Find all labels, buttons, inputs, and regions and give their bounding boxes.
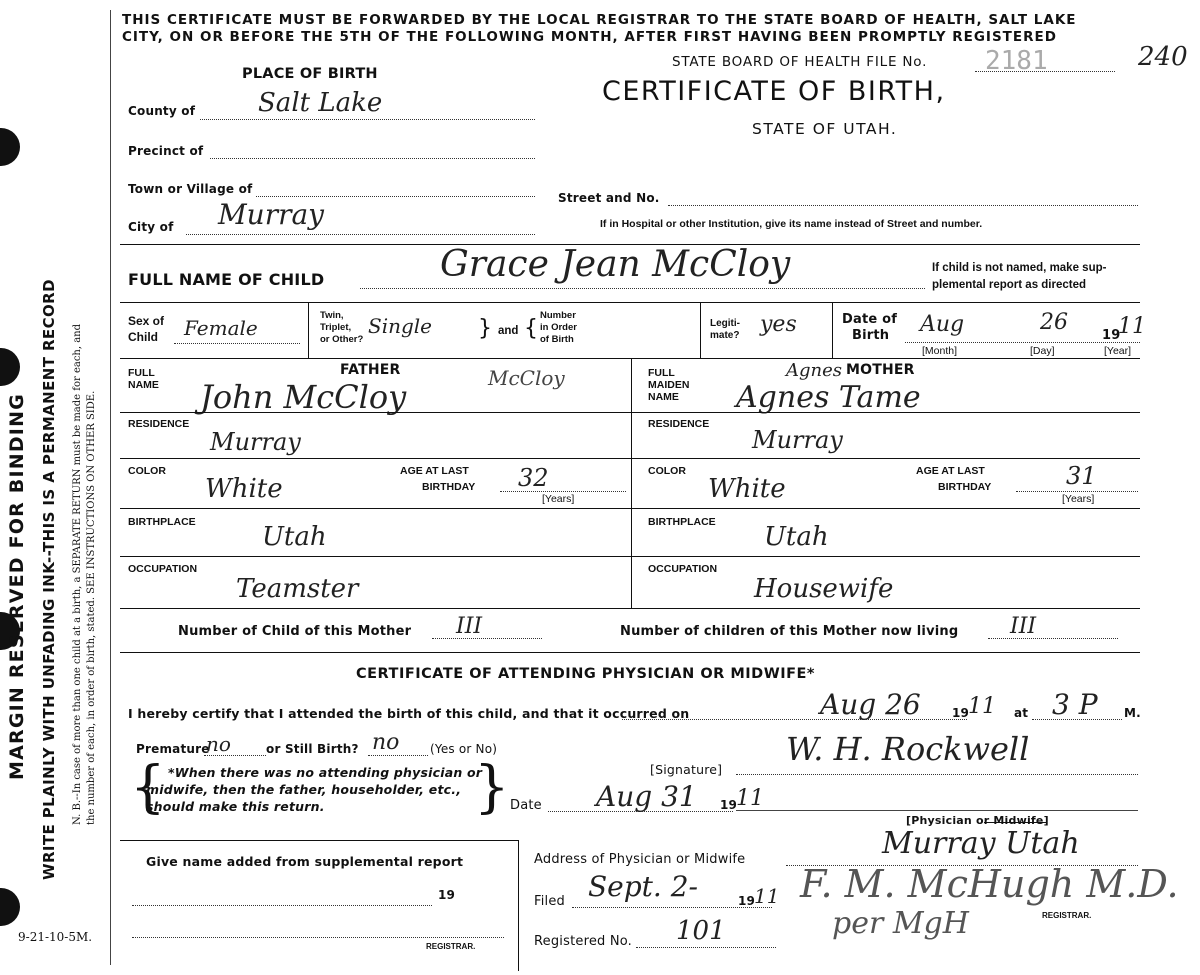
father-occupation-value: Teamster: [236, 574, 359, 604]
physician-heading: CERTIFICATE OF ATTENDING PHYSICIAN OR MIDWIFE*: [356, 666, 815, 682]
certify-text: I hereby certify that I attended the birth of this child, and that it occurred on: [128, 706, 690, 721]
occurred-year-prefix: 19: [952, 706, 970, 720]
mother-color-label: COLOR: [648, 465, 686, 477]
occurred-year: 11: [968, 694, 996, 719]
registrar-per: per MgH: [832, 906, 969, 941]
order-label: Number: [540, 310, 576, 321]
physician-midwife-label: [Physician or Midwife]: [906, 814, 1049, 827]
order-label: of Birth: [540, 334, 574, 345]
dob-label: Birth: [852, 328, 890, 343]
page-number: 240: [1138, 42, 1188, 72]
row-line: [120, 412, 631, 413]
still-birth-line: [368, 755, 428, 756]
mother-age-value: 31: [1066, 462, 1097, 490]
binding-hole: [0, 128, 20, 166]
row-line: [631, 458, 1140, 459]
row-line: [631, 412, 1140, 413]
child-name-value: Grace Jean McCloy: [440, 244, 791, 285]
row-line: [120, 508, 631, 509]
supplemental-registrar-line: [132, 937, 504, 938]
address-label: Address of Physician or Midwife: [534, 852, 746, 867]
nb-note: the number of each, in order of birth, stated. SEE INSTRUCTIONS ON OTHER SIDE.: [86, 390, 97, 825]
not-named-note: If child is not named, make sup-: [932, 262, 1107, 274]
filed-year-prefix: 19: [738, 894, 756, 908]
street-line: [668, 205, 1138, 206]
father-residence-value: Murray: [210, 428, 301, 456]
registrar-signature: F. M. McHugh M.D.: [800, 862, 1179, 906]
binding-hole: [0, 888, 20, 926]
city-label: City of: [128, 220, 174, 234]
date-value: Aug 31: [596, 780, 697, 813]
mother-name-label: FULL: [648, 367, 675, 379]
legitimate-label: Legiti-: [710, 318, 740, 329]
cell-divider: [700, 302, 701, 358]
nb-note: N. B.--In case of more than one child at a birth, a SEPARATE RETURN must be made for each, and: [72, 323, 83, 825]
precinct-line: [210, 158, 535, 159]
cell-divider: [308, 302, 309, 358]
row-line: [631, 508, 1140, 509]
forwarding-notice: CITY, ON OR BEFORE THE 5TH OF THE FOLLOWING MONTH, AFTER FIRST HAVING BEEN PROMPTLY REGISTERED: [122, 29, 1057, 45]
at-label: at: [1014, 706, 1029, 720]
child-name-label: FULL NAME OF CHILD: [128, 270, 325, 289]
living-label: Number of children of this Mother now living: [620, 624, 959, 639]
address-value: Murray Utah: [882, 826, 1080, 861]
child-number-line: [432, 638, 542, 639]
m-label: M.: [1124, 706, 1141, 720]
year-label: [Year]: [1104, 345, 1132, 357]
certificate-subtitle: STATE OF UTAH.: [752, 120, 898, 138]
father-name-label: FULL: [128, 367, 155, 379]
cell-divider: [832, 302, 833, 358]
supplemental-year: 19: [438, 888, 456, 902]
signature-value: W. H. Rockwell: [786, 730, 1030, 768]
date-year-prefix: 19: [720, 798, 738, 812]
twin-label: Twin,: [320, 310, 344, 321]
father-age-label: AGE AT LAST: [400, 465, 469, 477]
section-divider: [120, 302, 1140, 303]
sex-label: Child: [128, 330, 158, 344]
father-color-value: White: [205, 474, 283, 504]
signature-label: [Signature]: [650, 762, 723, 777]
note-brace-right: }: [474, 755, 510, 820]
mother-heading: MOTHER: [846, 362, 915, 378]
mother-birthplace-label: BIRTHPLACE: [648, 516, 716, 528]
row-line: [631, 556, 1140, 557]
still-birth-value: no: [372, 730, 400, 755]
dob-month: Aug: [920, 312, 965, 337]
city-line: [186, 234, 535, 235]
note-line: should make this return.: [146, 799, 325, 814]
sex-value: Female: [184, 316, 258, 340]
father-color-label: COLOR: [128, 465, 166, 477]
child-number-label: Number of Child of this Mother: [178, 624, 412, 639]
town-line: [256, 196, 535, 197]
mother-age-label: AGE AT LAST: [916, 465, 985, 477]
legitimate-label: mate?: [710, 330, 740, 341]
parents-divider: [631, 358, 632, 608]
premature-value: no: [206, 732, 231, 756]
binding-notice: MARGIN RESERVED FOR BINDING: [6, 393, 28, 780]
filing-registrar-label: REGISTRAR.: [1042, 911, 1092, 920]
section-divider: [120, 652, 1140, 653]
sex-line: [174, 343, 300, 344]
mother-name-label: MAIDEN: [648, 379, 690, 391]
note-line: midwife, then the father, householder, etc.,: [146, 782, 462, 797]
and-label: and: [498, 325, 519, 337]
forwarding-notice: THIS CERTIFICATE MUST BE FORWARDED BY THE LOCAL REGISTRAR TO THE STATE BOARD OF HEALTH, SALT LAKE: [122, 12, 1077, 28]
date-label: Date: [510, 798, 542, 813]
file-no-line: [975, 71, 1115, 72]
county-value: Salt Lake: [258, 88, 383, 118]
file-no-value: 2181: [985, 46, 1048, 76]
mother-age-label: BIRTHDAY: [938, 481, 992, 493]
mother-color-value: White: [708, 474, 786, 504]
row-line: [120, 556, 631, 557]
certificate-title: CERTIFICATE OF BIRTH,: [602, 76, 946, 107]
living-line: [988, 638, 1118, 639]
still-birth-label: or Still Birth?: [266, 742, 359, 756]
father-birthplace-value: Utah: [262, 522, 327, 552]
occurred-date: Aug 26: [820, 688, 921, 721]
living-value: III: [1010, 614, 1037, 639]
twin-label: Triplet,: [320, 322, 352, 333]
month-label: [Month]: [922, 345, 958, 357]
mother-residence-label: RESIDENCE: [648, 418, 710, 430]
not-named-note: plemental report as directed: [932, 279, 1087, 291]
form-code: 9-21-10-5M.: [18, 930, 93, 944]
dob-day: 26: [1040, 310, 1068, 335]
dob-label: Date of: [842, 312, 898, 327]
legitimate-value: yes: [760, 312, 797, 337]
section-divider: [120, 358, 1140, 359]
mother-occupation-label: OCCUPATION: [648, 563, 718, 575]
mother-residence-value: Murray: [752, 426, 843, 454]
supplemental-heading: Give name added from supplemental report: [146, 854, 464, 869]
mother-name-value: Agnes Tame: [736, 380, 921, 415]
father-name-label: NAME: [128, 379, 159, 391]
binding-hole: [0, 348, 20, 386]
father-name-annotation: McCloy: [488, 366, 565, 390]
section-divider: [120, 608, 1140, 609]
brace: }: [478, 316, 493, 341]
father-birthplace-label: BIRTHPLACE: [128, 516, 196, 528]
permanent-record-notice: WRITE PLAINLY WITH UNFADING INK--THIS IS A PERMANENT RECORD: [40, 279, 58, 880]
street-label: Street and No.: [558, 191, 660, 205]
father-years-label: [Years]: [542, 493, 575, 505]
precinct-label: Precinct of: [128, 144, 204, 158]
margin-rule: [110, 10, 111, 965]
child-number-value: III: [456, 614, 483, 639]
county-label: County of: [128, 104, 196, 118]
registered-line: [636, 947, 776, 948]
premature-label: Premature: [136, 742, 210, 756]
hospital-note: If in Hospital or other Institution, give its name instead of Street and number.: [600, 218, 983, 230]
filed-label: Filed: [534, 894, 566, 909]
father-name-value: John McCloy: [200, 378, 407, 416]
mother-years-label: [Years]: [1062, 493, 1095, 505]
registered-value: 101: [676, 916, 726, 946]
twin-label: or Other?: [320, 334, 364, 345]
county-line: [200, 119, 535, 120]
sex-label: Sex of: [128, 314, 165, 328]
strike-midwife: [984, 822, 1046, 823]
mother-name-label: NAME: [648, 391, 679, 403]
father-residence-label: RESIDENCE: [128, 418, 190, 430]
date-year: 11: [736, 786, 764, 811]
signature-rule: [736, 810, 1138, 811]
filed-value: Sept. 2-: [588, 870, 699, 903]
place-heading: PLACE OF BIRTH: [242, 66, 378, 82]
brace: {: [524, 316, 539, 341]
mother-age-line: [1016, 491, 1138, 492]
time-value: 3 P: [1052, 688, 1098, 721]
father-age-label: BIRTHDAY: [422, 481, 476, 493]
day-label: [Day]: [1030, 345, 1055, 357]
dob-year: 11: [1118, 314, 1146, 339]
twin-value: Single: [368, 314, 433, 338]
supplemental-line: [132, 905, 432, 906]
mother-occupation-value: Housewife: [754, 574, 894, 604]
city-value: Murray: [218, 198, 324, 231]
father-age-value: 32: [518, 464, 549, 492]
dob-year-prefix: 19: [1102, 328, 1121, 343]
father-occupation-label: OCCUPATION: [128, 563, 198, 575]
town-label: Town or Village of: [128, 182, 253, 196]
note-brace-left: {: [130, 755, 166, 820]
child-name-line: [360, 288, 925, 289]
filed-year: 11: [754, 884, 780, 908]
mother-name-annotation: Agnes: [786, 360, 843, 381]
supplemental-registrar-label: REGISTRAR.: [426, 942, 476, 951]
father-heading: FATHER: [340, 362, 401, 378]
note-line: *When there was no attending physician or: [168, 765, 483, 780]
registered-label: Registered No.: [534, 934, 633, 949]
file-no-label: STATE BOARD OF HEALTH FILE No.: [672, 54, 928, 70]
signature-line: [736, 774, 1138, 775]
row-line: [120, 458, 631, 459]
mother-birthplace-value: Utah: [764, 522, 829, 552]
order-label: in Order: [540, 322, 577, 333]
yes-no-label: (Yes or No): [430, 742, 498, 756]
